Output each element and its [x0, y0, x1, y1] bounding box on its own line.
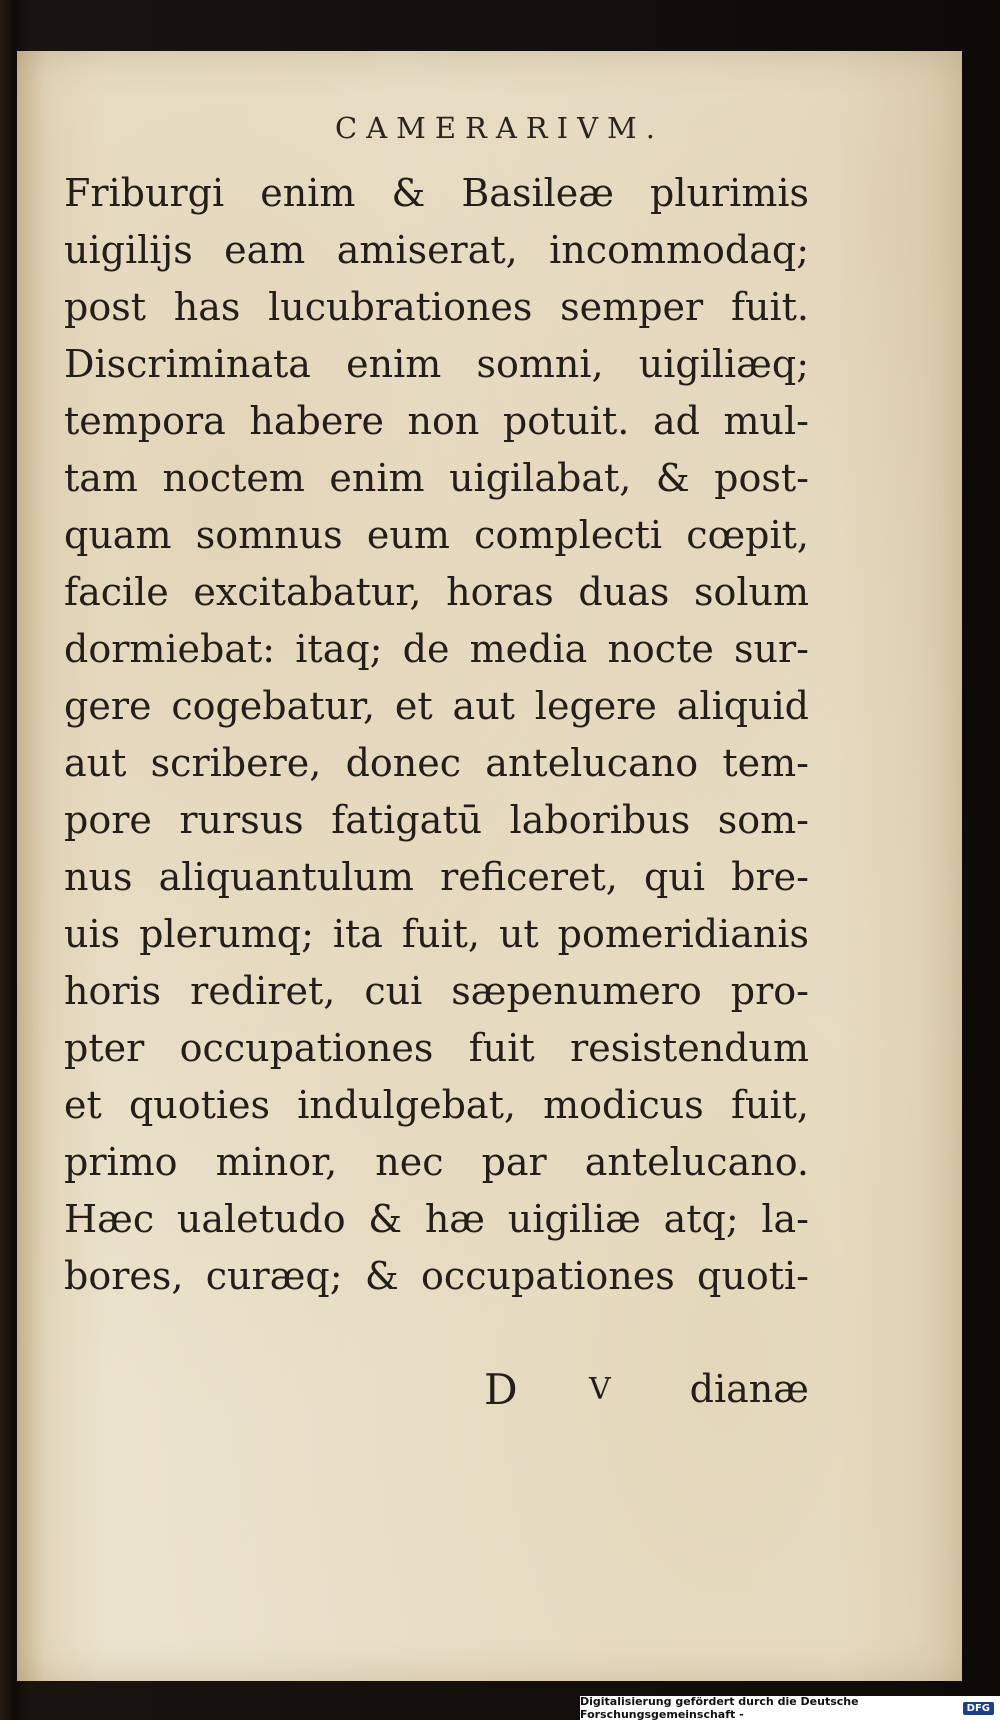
- book-page: [17, 51, 962, 1681]
- catchword: dianæ: [689, 1367, 809, 1411]
- text-line: pore rursus fatigatū laboribus som-: [64, 798, 809, 842]
- text-line: tam noctem enim uigilabat, & post-: [64, 456, 809, 500]
- digitization-credit: [580, 1696, 1000, 1720]
- text-line: Discriminata enim somni, uigiliæq;: [64, 342, 809, 386]
- text-line: pter occupationes fuit resistendum: [64, 1026, 809, 1070]
- text-line: aut scribere, donec antelucano tem-: [64, 741, 809, 785]
- credit-text: Digitalisierung gefördert durch die Deutsche Forschungsgemeinschaft -: [580, 1695, 859, 1720]
- text-line: Hæc ualetudo & hæ uigiliæ atq; la-: [64, 1197, 809, 1241]
- text-line: tempora habere non potuit. ad mul-: [64, 399, 809, 443]
- text-line: uis plerumq; ita fuit, ut pomeridianis: [64, 912, 809, 956]
- text-line: et quoties indulgebat, modicus fuit,: [64, 1083, 809, 1127]
- signature-number: V: [589, 1372, 611, 1407]
- text-line: nus aliquantulum reficeret, qui bre-: [64, 855, 809, 899]
- signature-mark: D: [484, 1365, 518, 1414]
- text-line: horis rediret, cui sæpenumero pro-: [64, 969, 809, 1013]
- text-line: primo minor, nec par antelucano.: [64, 1140, 809, 1184]
- text-line: dormiebat: itaq; de media nocte sur-: [64, 627, 809, 671]
- body-text: [64, 165, 809, 1305]
- text-line: Friburgi enim & Basileæ plurimis: [64, 171, 809, 215]
- text-line: bores, curæq; & occupationes quoti-: [64, 1254, 809, 1298]
- running-head: CAMERARIVM.: [335, 111, 664, 145]
- text-line: post has lucubrationes semper fuit.: [64, 285, 809, 329]
- text-line: facile excitabatur, horas duas solum: [64, 570, 809, 614]
- text-line: gere cogebatur, et aut legere aliquid: [64, 684, 809, 728]
- signature-line: [64, 1361, 809, 1418]
- dfg-logo-icon: DFG: [963, 1702, 994, 1715]
- text-line: quam somnus eum complecti cœpit,: [64, 513, 809, 557]
- text-line: uigilijs eam amiserat, incommodaq;: [64, 228, 809, 272]
